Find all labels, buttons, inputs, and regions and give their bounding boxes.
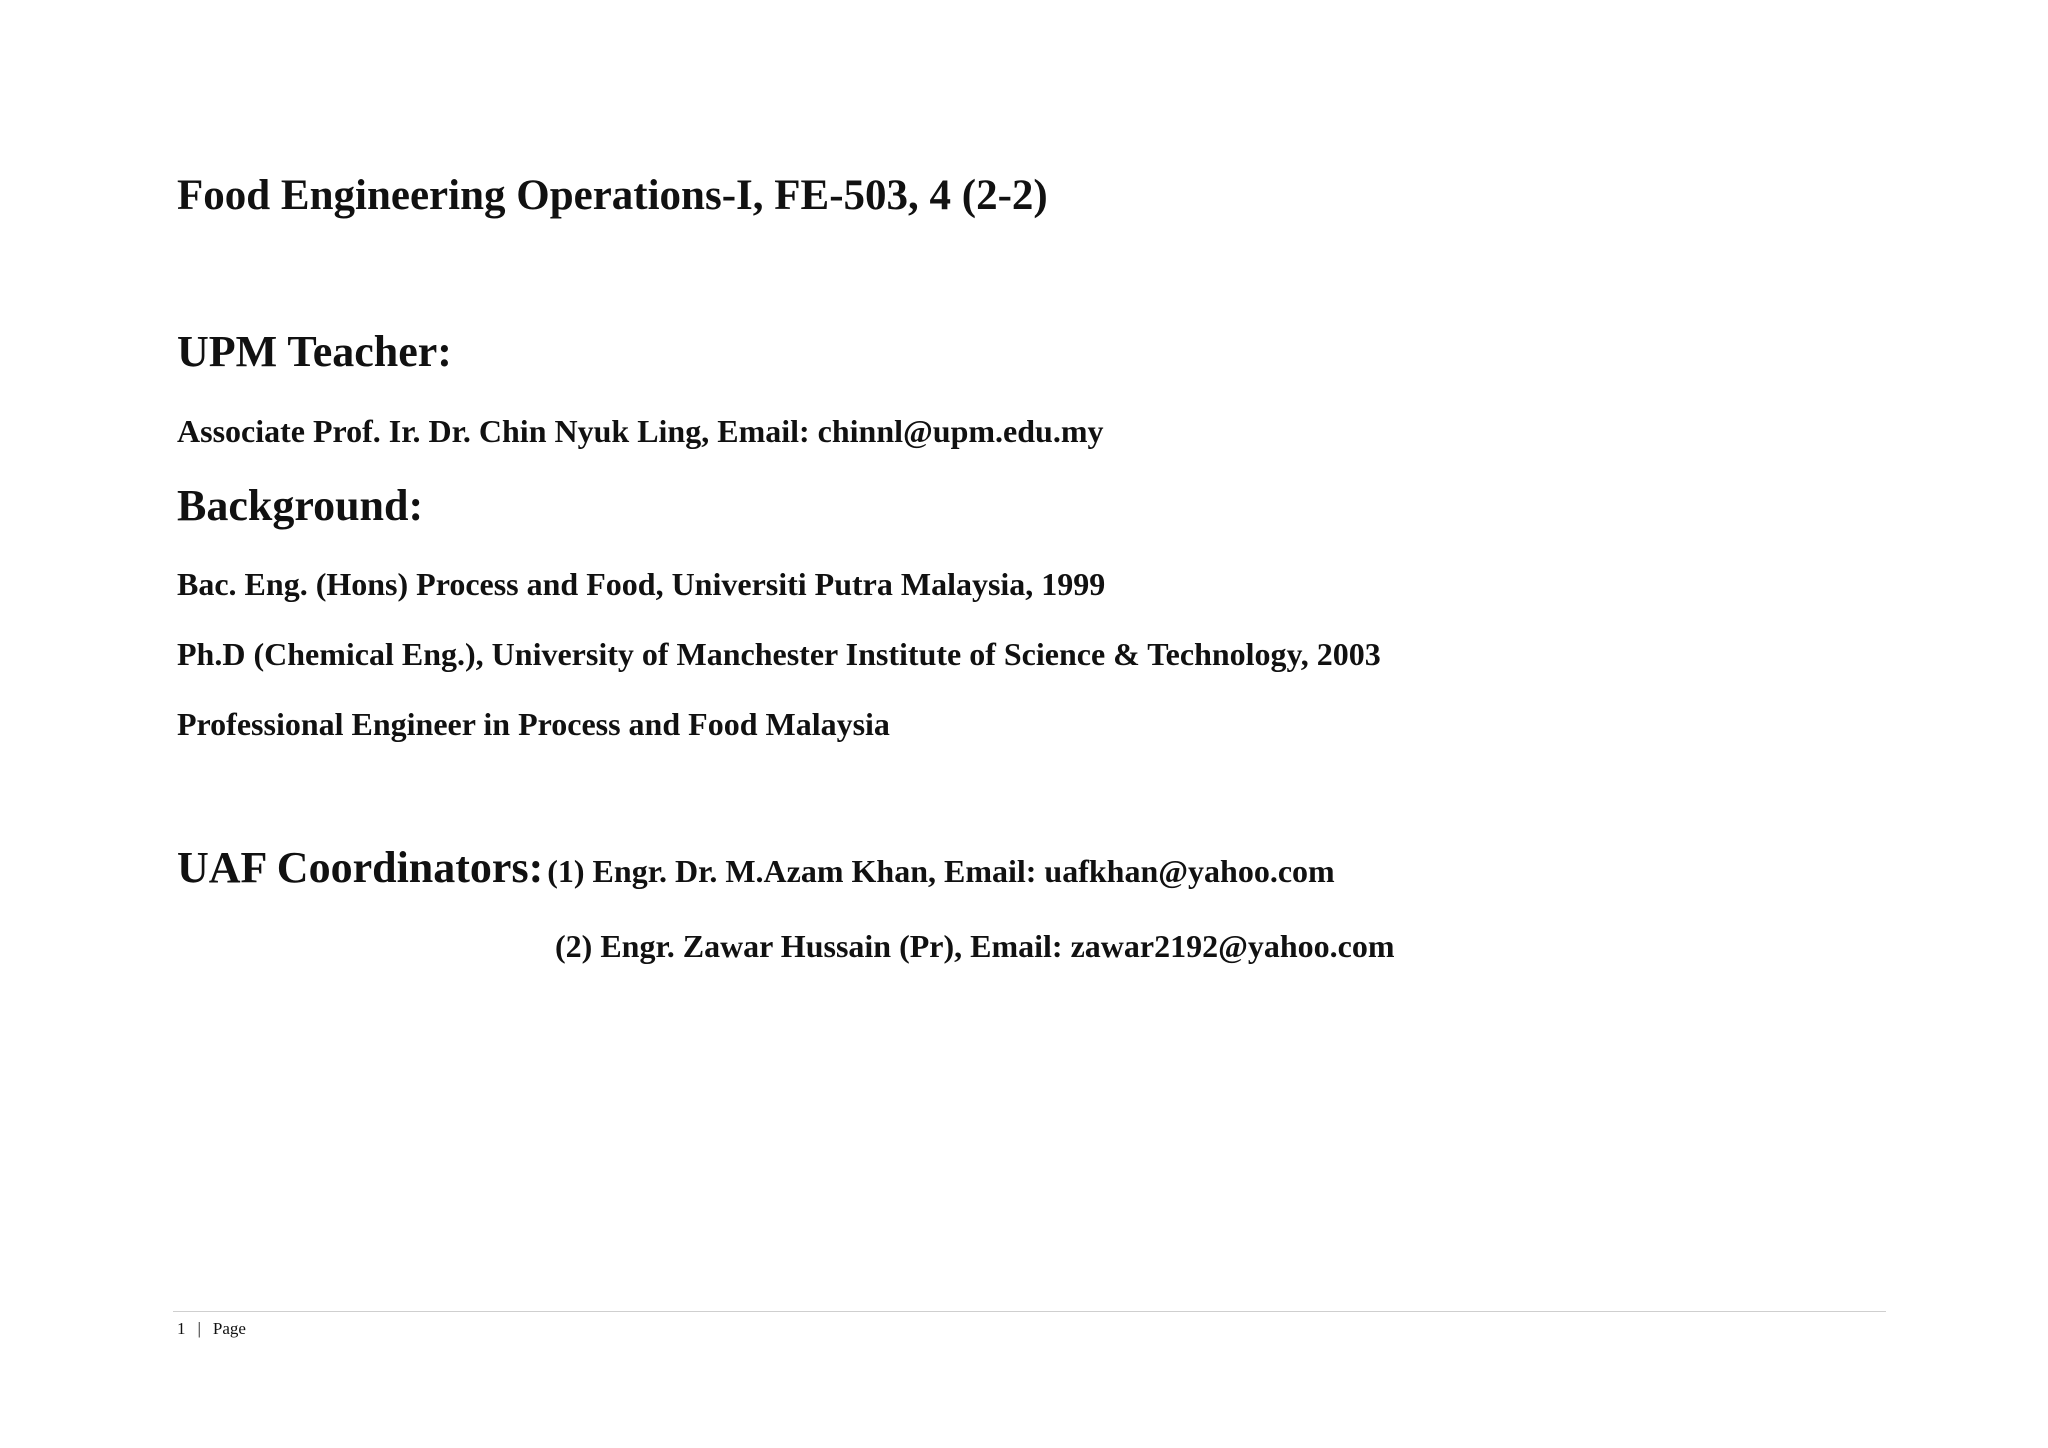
course-title: Food Engineering Operations-I, FE-503, 4 (2-2) (177, 172, 1048, 219)
background-line-phd: Ph.D (Chemical Eng.), University of Manchester Institute of Science & Technology, 2003 (177, 636, 1381, 672)
page-number: 1 (177, 1319, 186, 1338)
page-footer (177, 1320, 246, 1337)
background-heading: Background: (177, 481, 424, 530)
upm-teacher-details: Associate Prof. Ir. Dr. Chin Nyuk Ling, Email: chinnl@upm.edu.my (177, 413, 1104, 449)
uaf-coordinator-2: (2) Engr. Zawar Hussain (Pr), Email: zawar2192@yahoo.com (555, 928, 1395, 964)
uaf-coordinators-heading: UAF Coordinators: (177, 843, 544, 892)
uaf-coordinators-row (177, 843, 1335, 892)
page-label: Page (212, 1319, 246, 1338)
footer-separator: | (197, 1319, 201, 1338)
footer-divider (173, 1311, 1886, 1312)
uaf-coordinator-1: (1) Engr. Dr. M.Azam Khan, Email: uafkhan@yahoo.com (547, 853, 1335, 889)
upm-teacher-heading: UPM Teacher: (177, 327, 452, 376)
background-line-degree: Bac. Eng. (Hons) Process and Food, Universiti Putra Malaysia, 1999 (177, 566, 1106, 602)
background-line-professional: Professional Engineer in Process and Food Malaysia (177, 706, 890, 742)
